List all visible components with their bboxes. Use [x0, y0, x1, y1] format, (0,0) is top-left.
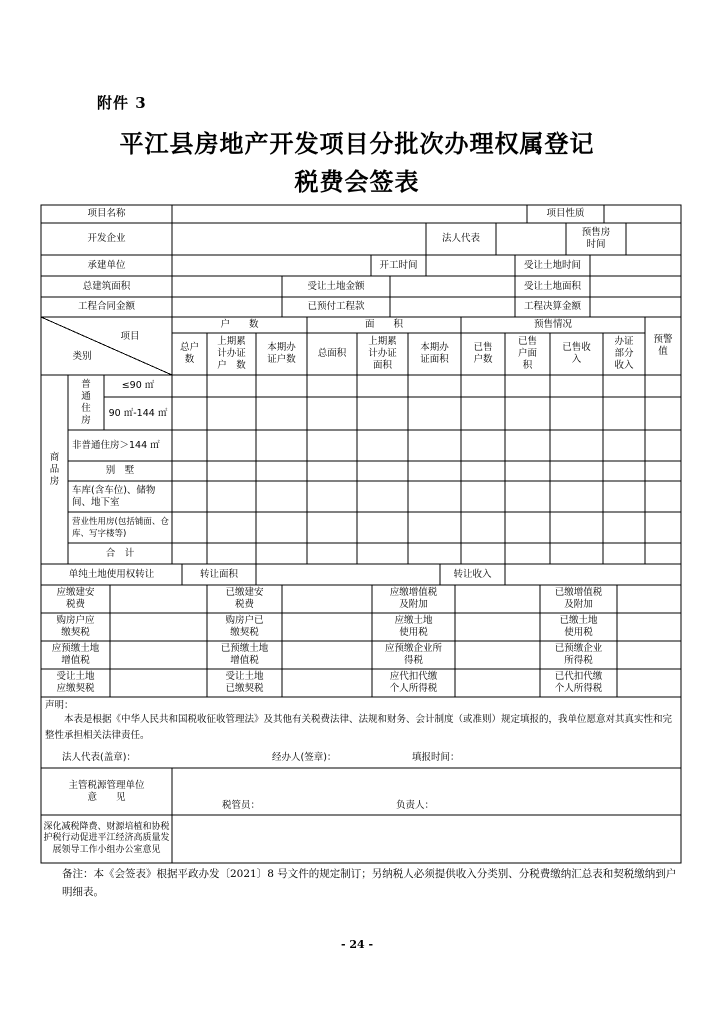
- project-name-label: 项目名称: [87, 208, 126, 219]
- col-sold-income: 已售收 入: [562, 342, 591, 365]
- land-area-label: 受让土地面积: [523, 280, 581, 292]
- declaration-heading: 声明：: [45, 700, 74, 711]
- legal-rep-label: 法人代表: [441, 233, 480, 244]
- transfer-area-label: 转让面积: [199, 568, 238, 580]
- tax-head-sign: 负责人：: [396, 800, 435, 811]
- leading-group-label: 深化减税降费、财源培植和协税护税行动促进平江经济高质量发展领导工作小组办公室意见: [43, 821, 170, 855]
- start-time-label: 开工时间: [379, 259, 418, 271]
- presale-time-label: 预售房 时间: [581, 227, 611, 250]
- tax-label: 已缴建安 税费: [225, 587, 264, 610]
- area-header: 面 积: [364, 319, 403, 330]
- r90-144-label: 90 ㎡-144 ㎡: [108, 407, 168, 419]
- tax-office-label: 主管税源管理单位 意 见: [68, 779, 145, 803]
- developer-label: 开发企业: [87, 233, 126, 244]
- ordinary-housing-label: 普 通 住 房: [81, 378, 91, 426]
- handler-sign: 经办人(签章)：: [272, 752, 337, 763]
- tax-label: 已缴土地 使用税: [559, 615, 598, 638]
- transfer-income-label: 转让收入: [453, 568, 492, 580]
- col-curr-area: 本期办 证面积: [420, 342, 449, 365]
- non-ordinary-label: 非普通住房＞144 ㎡: [72, 439, 160, 451]
- legal-rep-sign: 法人代表(盖章)：: [62, 752, 136, 763]
- le90-label: ≤90 ㎡: [121, 380, 155, 391]
- col-total-area: 总面积: [317, 348, 347, 359]
- prepaid-label: 已预付工程款: [307, 301, 365, 312]
- page-title: 平江县房地产开发项目分批次办理权属登记: [119, 129, 595, 158]
- contract-amount-label: 工程合同金额: [77, 301, 135, 312]
- tax-label: 应缴土地 使用税: [394, 615, 433, 638]
- col-prev-area: 上期累 计办证 面积: [368, 336, 397, 371]
- tax-label: 应代扣代缴 个人所得税: [389, 671, 438, 694]
- project-nature-label: 项目性质: [546, 208, 585, 219]
- warning-header: 预警 值: [653, 334, 673, 357]
- matrix-item-label: 项目: [120, 331, 140, 342]
- tax-label: 应预缴土地 增值税: [51, 643, 100, 666]
- tax-label: 已缴增值税 及附加: [554, 587, 603, 610]
- land-transfer-time-label: 受让土地时间: [523, 259, 581, 271]
- tax-label: 购房户应 缴契税: [56, 615, 95, 638]
- date-field: 填报时间：: [412, 752, 460, 763]
- tax-label: 受让土地 应缴契税: [56, 671, 95, 694]
- tax-label: 已预缴企业 所得税: [554, 643, 603, 666]
- settlement-label: 工程决算金额: [523, 301, 581, 312]
- page-number: - 24 -: [340, 938, 374, 951]
- commercial-housing-label: 商 品 房: [49, 451, 60, 487]
- land-amount-label: 受让土地金额: [307, 280, 365, 292]
- households-header: 户 数: [220, 319, 259, 330]
- land-only-label: 单纯土地使用权转让: [68, 568, 155, 580]
- tax-label: 购房户已 缴契税: [225, 615, 264, 638]
- declaration-text: 本表是根据《中华人民共和国税收征收管理法》及其他有关税费法律、法规和财务、会计制度（或准则）规定填报的，我单位愿意对其真实性和完整性承担相关法律责任。: [45, 714, 673, 741]
- tax-label: 应预缴企业所 得税: [384, 643, 442, 666]
- page-subtitle: 税费会签表: [294, 167, 420, 196]
- col-cert-income: 办证 部分 收入: [614, 336, 634, 371]
- matrix-category-label: 类别: [72, 351, 92, 362]
- col-prev-households: 上期累 计办证 户 数: [217, 336, 246, 371]
- tax-label: 受让土地 已缴契税: [225, 671, 264, 694]
- presale-header: 预售情况: [533, 319, 572, 330]
- remark-note: 备注：本《会签表》根据平政办发〔2021〕8 号文件的规定制订；另纳税人必须提供收入分类别、分税费缴纳汇总表和契税缴纳到户明细表。: [62, 868, 677, 898]
- col-sold-area: 已售 户面 积: [517, 336, 537, 371]
- contractor-label: 承建单位: [87, 259, 126, 271]
- tax-label: 已代扣代缴 个人所得税: [554, 671, 603, 694]
- total-area-label: 总建筑面积: [82, 280, 131, 292]
- tax-officer-sign: 税管员：: [222, 800, 261, 811]
- col-sold-households: 已售 户数: [473, 342, 493, 365]
- villa-label: 别 墅: [105, 465, 135, 476]
- tax-label: 应缴建安 税费: [56, 587, 95, 610]
- tax-label: 应缴增值税 及附加: [389, 587, 438, 610]
- attachment-label: 附件 3: [97, 94, 147, 112]
- tax-label: 已预缴土地 增值税: [220, 643, 269, 666]
- garage-label: 车库(含车位)、储物间、地下室: [72, 484, 156, 508]
- business-label: 营业性用房(包括铺面、仓库、写字楼等): [72, 516, 169, 539]
- col-total-households: 总户 数: [179, 342, 199, 365]
- total-label: 合 计: [105, 547, 135, 559]
- col-curr-households: 本期办 证户数: [267, 342, 296, 365]
